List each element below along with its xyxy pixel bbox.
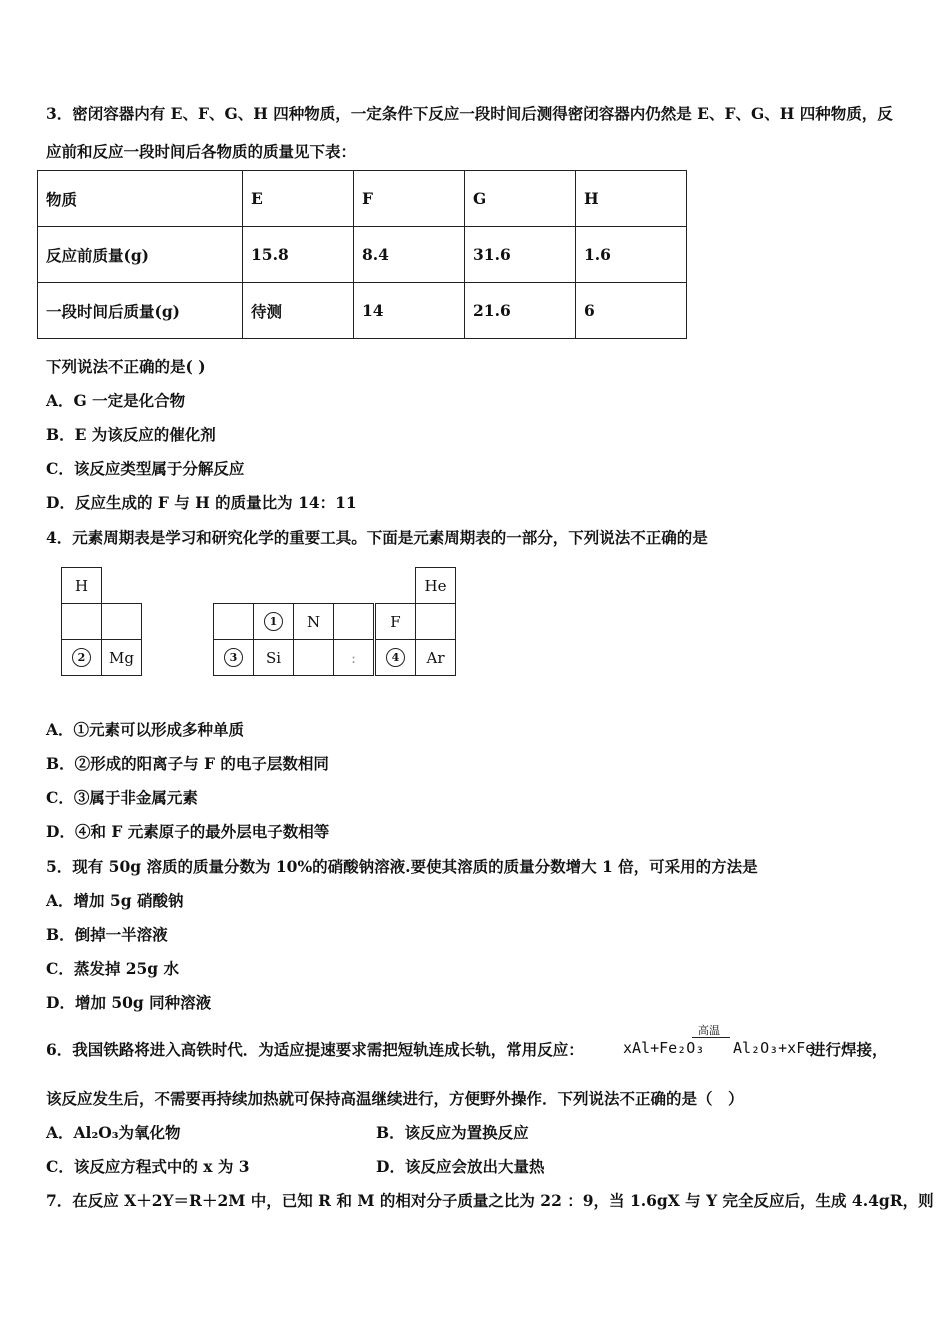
q3-stem-line1: 3．密闭容器内有 E、F、G、H 四种物质，一定条件下反应一段时间后测得密闭容器内仍然是 E、F、G、H 四种物质，反: [46, 104, 893, 123]
q7-stem: 7．在反应 X＋2Y＝R＋2M 中，已知 R 和 M 的相对分子质量之比为 22 ：9，当 1.6gX 与 Y 完全反应后，生成 4.4gR，则: [46, 1191, 934, 1210]
pt-cell-empty: [293, 639, 334, 676]
q6-stem-a: 6．我国铁路将进入高铁时代．为适应提速要求需把短轨连成长轨，常用反应：: [46, 1040, 584, 1059]
circled-number: 4: [386, 648, 405, 667]
element-symbol: H: [74, 576, 89, 595]
table-cell: G: [465, 171, 576, 227]
pt-cell-4: [375, 639, 416, 676]
q6-reactants: xAl+Fe₂O₃: [623, 1039, 705, 1057]
pt-cell-1: [253, 603, 294, 640]
q5-option-c: C．蒸发掉 25g 水: [46, 959, 180, 978]
table-cell: 14: [354, 283, 465, 339]
table-cell: 待测: [243, 283, 354, 339]
table-row-before: [38, 227, 687, 283]
pt-cell-empty: [61, 603, 102, 640]
element-symbol: Si: [265, 648, 282, 667]
pt-cell-2: [61, 639, 102, 676]
circled-number: 1: [264, 612, 283, 631]
q3-option-a: A．G 一定是化合物: [46, 391, 186, 410]
pt-cell-he: [415, 567, 456, 604]
pt-cell-si: [253, 639, 294, 676]
pt-cell-empty: [333, 603, 374, 640]
q3-option-b: B．E 为该反应的催化剂: [46, 425, 216, 444]
q4-option-a: A．①元素可以形成多种单质: [46, 720, 245, 739]
q6-option-d: D．该反应会放出大量热: [376, 1157, 545, 1176]
table-cell: 15.8: [243, 227, 354, 283]
q4-option-c: C．③属于非金属元素: [46, 788, 198, 807]
q6-option-b: B．该反应为置换反应: [376, 1123, 529, 1142]
pt-cell-f: [375, 603, 416, 640]
pt-cell-empty: [213, 603, 254, 640]
element-symbol: He: [424, 576, 447, 595]
table-cell: 21.6: [465, 283, 576, 339]
pt-cell-3: [213, 639, 254, 676]
q5-option-a: A．增加 5g 硝酸钠: [46, 891, 184, 910]
q6-products: Al₂O₃+xFe: [733, 1039, 815, 1057]
q5-option-d: D．增加 50g 同种溶液: [46, 993, 212, 1012]
q4-option-b: B．②形成的阳离子与 F 的电子层数相同: [46, 754, 329, 773]
cell-mark: :: [350, 648, 357, 667]
table-cell: 8.4: [354, 227, 465, 283]
q6-stem-b: 进行焊接，: [810, 1040, 888, 1059]
table-cell: 反应前质量(g): [38, 227, 243, 283]
q6-stem-line2: 该反应发生后，不需要再持续加热就可保持高温继续进行，方便野外操作．下列说法不正确的是（ ）: [46, 1089, 744, 1108]
q5-stem: 5．现有 50g 溶质的质量分数为 10%的硝酸钠溶液.要使其溶质的质量分数增大 1 倍，可采用的方法是: [46, 857, 758, 876]
q5-option-b: B．倒掉一半溶液: [46, 925, 168, 944]
pt-cell-ar: [415, 639, 456, 676]
element-symbol: Mg: [109, 648, 134, 667]
q6-option-a: A．Al₂O₃为氧化物: [46, 1123, 181, 1142]
q4-stem: 4．元素周期表是学习和研究化学的重要工具。下面是元素周期表的一部分，下列说法不正确的是: [46, 528, 708, 547]
mass-table: [37, 170, 687, 339]
table-cell: 一段时间后质量(g): [38, 283, 243, 339]
q3-option-c: C．该反应类型属于分解反应: [46, 459, 245, 478]
circled-number: 2: [72, 648, 91, 667]
pt-cell-empty: [415, 603, 456, 640]
pt-cell-mg: [101, 639, 142, 676]
element-symbol: Ar: [426, 648, 445, 667]
element-symbol: N: [306, 612, 321, 631]
q4-option-d: D．④和 F 元素原子的最外层电子数相等: [46, 822, 330, 841]
q6-option-c: C．该反应方程式中的 x 为 3: [46, 1157, 250, 1176]
table-cell: 1.6: [576, 227, 687, 283]
table-row-after: [38, 283, 687, 339]
q3-stem-line2: 应前和反应一段时间后各物质的质量见下表：: [46, 142, 357, 161]
q3-option-d: D．反应生成的 F 与 H 的质量比为 14：11: [46, 493, 357, 512]
circled-number: 3: [224, 648, 243, 667]
reaction-bar: [692, 1037, 730, 1038]
q3-question: 下列说法不正确的是( ): [46, 357, 206, 376]
pt-cell-dot: [333, 639, 374, 676]
table-cell: H: [576, 171, 687, 227]
table-cell: F: [354, 171, 465, 227]
pt-cell-empty: [101, 603, 142, 640]
pt-cell-n: [293, 603, 334, 640]
table-cell: 物质: [38, 171, 243, 227]
element-symbol: F: [390, 612, 401, 631]
pt-cell-h: [61, 567, 102, 604]
table-cell: 6: [576, 283, 687, 339]
table-cell: 31.6: [465, 227, 576, 283]
q6-condition: 高温: [698, 1024, 720, 1037]
table-cell: E: [243, 171, 354, 227]
table-row-header: [38, 171, 687, 227]
